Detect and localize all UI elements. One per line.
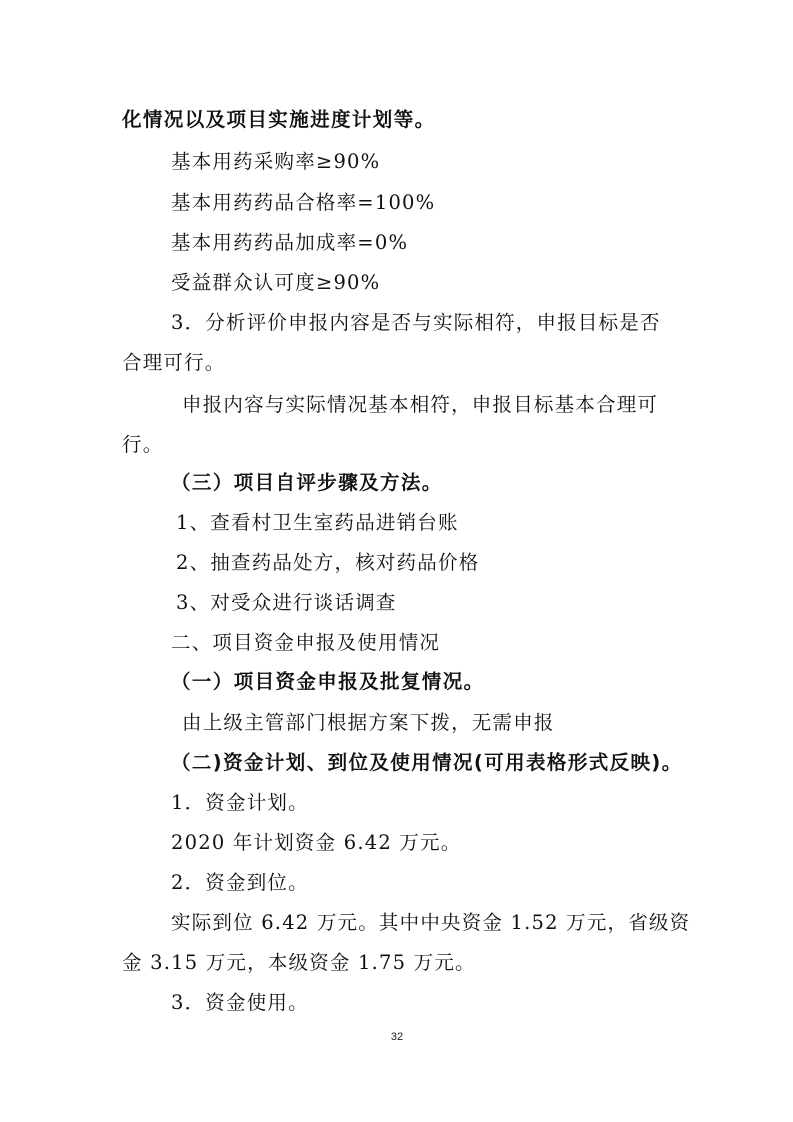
step-item-2: 2、抽查药品处方，核对药品价格	[176, 551, 480, 574]
funding-usage-heading: 3．资金使用。	[171, 991, 309, 1014]
funding-plan-paragraph: 2020 年计划资金 6.42 万元。	[171, 831, 462, 854]
analysis-paragraph: 申报内容与实际情况基本相符，申报目标基本合理可	[182, 393, 659, 416]
indicator-qualification-rate: 基本用药药品合格率=100%	[171, 191, 436, 214]
analysis-heading-continuation: 合理可行。	[122, 351, 226, 374]
indicator-procurement-rate: 基本用药采购率≥90%	[171, 150, 381, 173]
funding-plan-heading: 1．资金计划。	[171, 791, 309, 814]
indicator-markup-rate: 基本用药药品加成率=0%	[171, 231, 409, 254]
indicator-satisfaction: 受益群众认可度≥90%	[171, 271, 381, 294]
heading-continuation: 化情况以及项目实施进度计划等。	[122, 108, 436, 131]
section-heading-funding: 二、项目资金申报及使用情况	[171, 631, 441, 654]
subsection-heading-funding-application: （一）项目资金申报及批复情况。	[171, 670, 485, 693]
step-item-3: 3、对受众进行谈话调查	[176, 591, 397, 614]
analysis-paragraph-continuation: 行。	[122, 433, 164, 456]
analysis-heading: 3．分析评价申报内容是否与实际相符，申报目标是否	[171, 311, 661, 334]
funding-arrival-heading: 2．资金到位。	[171, 871, 309, 894]
subsection-heading-funding-plan: （二)资金计划、到位及使用情况(可用表格形式反映)。	[171, 751, 683, 774]
page-number: 32	[390, 1031, 404, 1043]
funding-arrival-paragraph-continuation: 金 3.15 万元，本级资金 1.75 万元。	[122, 951, 476, 974]
step-item-1: 1、查看村卫生室药品进销台账	[176, 511, 459, 534]
funding-arrival-paragraph: 实际到位 6.42 万元。其中中央资金 1.52 万元，省级资	[171, 911, 691, 934]
section-heading-evaluation-steps: （三）项目自评步骤及方法。	[171, 471, 443, 494]
funding-application-paragraph: 由上级主管部门根据方案下拨，无需申报	[182, 711, 555, 734]
